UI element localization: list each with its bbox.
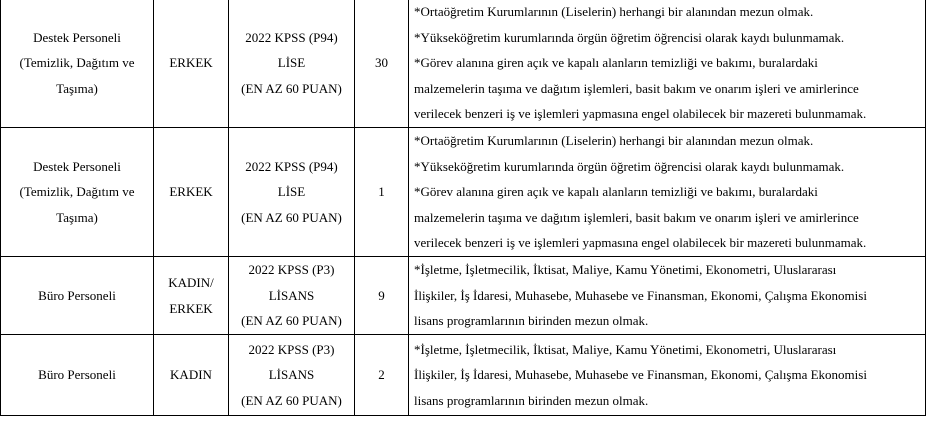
table-row: [1, 335, 926, 416]
requirement-line: *Ortaöğretim Kurumlarının (Liselerin) herhangi bir alanından mezun olmak.: [414, 133, 814, 149]
position-line: Büro Personeli: [38, 367, 116, 383]
gender-cell: [154, 257, 229, 335]
requirements-cell: [409, 257, 926, 335]
requirement-line: *Yükseköğretim kurumlarında örgün öğretim öğrencisi olarak kaydı bulunmamak.: [414, 158, 845, 174]
exam-line: 2022 KPSS (P94): [245, 158, 338, 174]
position-line: Taşıma): [56, 80, 98, 96]
exam-cell: [229, 0, 355, 128]
gender-line: ERKEK: [169, 55, 213, 71]
table-row: [1, 0, 926, 128]
exam-line: LİSANS: [268, 367, 315, 383]
requirement-line: verilecek benzeri iş ve işlemleri yapmasına engel olabilecek bir mazereti bulunmamak.: [414, 235, 867, 251]
requirements-cell: [409, 335, 926, 416]
position-line: Destek Personeli: [33, 158, 121, 174]
position-cell: [1, 0, 154, 128]
count-cell: [355, 128, 409, 257]
position-cell: [1, 128, 154, 257]
exam-line: LİSANS: [268, 287, 315, 303]
requirement-line: *Yükseköğretim kurumlarında örgün öğretim öğrencisi olarak kaydı bulunmamak.: [414, 29, 845, 45]
exam-line: 2022 KPSS (P3): [248, 341, 335, 357]
position-cell: [1, 257, 154, 335]
table-row: [1, 257, 926, 335]
exam-cell: [229, 128, 355, 257]
requirement-line: verilecek benzeri iş ve işlemleri yapmasına engel olabilecek bir mazereti bulunmamak.: [414, 106, 867, 122]
position-line: (Temizlik, Dağıtım ve: [19, 55, 135, 71]
exam-line: LİSE: [277, 184, 306, 200]
count-cell: [355, 335, 409, 416]
gender-line: KADIN/: [168, 275, 214, 290]
requirement-line: *Ortaöğretim Kurumlarının (Liselerin) herhangi bir alanından mezun olmak.: [414, 4, 814, 20]
count-value: 1: [378, 184, 385, 200]
gender-cell: [154, 0, 229, 128]
exam-line: (EN AZ 60 PUAN): [241, 313, 342, 329]
count-value: 2: [378, 367, 385, 383]
requirement-line: *İşletme, İşletmecilik, İktisat, Maliye, Kamu Yönetimi, Ekonometri, Uluslararası: [414, 341, 837, 357]
requirement-line: lisans programlarının birinden mezun olmak.: [414, 313, 649, 329]
exam-cell: [229, 335, 355, 416]
count-cell: [355, 257, 409, 335]
table-row: [1, 128, 926, 257]
exam-line: (EN AZ 60 PUAN): [241, 80, 342, 96]
gender-cell: [154, 335, 229, 416]
gender-cell: [154, 128, 229, 257]
requirement-line: *Görev alanına giren açık ve kapalı alanların temizliği ve bakımı, buralardaki: [414, 55, 818, 71]
requirement-line: malzemelerin taşıma ve dağıtım işlemleri, basit bakım ve onarım işleri ve amirlerince: [414, 209, 859, 225]
exam-cell: [229, 257, 355, 335]
requirement-line: malzemelerin taşıma ve dağıtım işlemleri, basit bakım ve onarım işleri ve amirlerince: [414, 80, 859, 96]
requirement-line: İlişkiler, İş İdaresi, Muhasebe, Muhasebe ve Finansman, Ekonomi, Çalışma Ekonomisi: [414, 287, 867, 303]
position-line: Taşıma): [56, 209, 98, 225]
exam-line: 2022 KPSS (P94): [245, 29, 338, 45]
exam-line: (EN AZ 60 PUAN): [241, 392, 342, 408]
position-cell: [1, 335, 154, 416]
count-value: 9: [378, 287, 385, 303]
position-line: Büro Personeli: [38, 287, 116, 303]
gender-line: ERKEK: [169, 300, 213, 316]
requirement-line: lisans programlarının birinden mezun olmak.: [414, 392, 649, 408]
gender-line: KADIN: [170, 367, 212, 383]
exam-line: LİSE: [277, 55, 306, 71]
requirements-cell: [409, 128, 926, 257]
requirement-line: *İşletme, İşletmecilik, İktisat, Maliye, Kamu Yönetimi, Ekonometri, Uluslararası: [414, 262, 837, 278]
requirement-line: İlişkiler, İş İdaresi, Muhasebe, Muhasebe ve Finansman, Ekonomi, Çalışma Ekonomisi: [414, 367, 867, 383]
requirement-line: *Görev alanına giren açık ve kapalı alanların temizliği ve bakımı, buralardaki: [414, 184, 818, 200]
requirements-cell: [409, 0, 926, 128]
count-cell: [355, 0, 409, 128]
count-value: 30: [375, 55, 388, 71]
exam-line: 2022 KPSS (P3): [248, 262, 335, 278]
position-line: Destek Personeli: [33, 29, 121, 45]
gender-line: ERKEK: [169, 184, 213, 200]
position-line: (Temizlik, Dağıtım ve: [19, 184, 135, 200]
exam-line: (EN AZ 60 PUAN): [241, 209, 342, 225]
